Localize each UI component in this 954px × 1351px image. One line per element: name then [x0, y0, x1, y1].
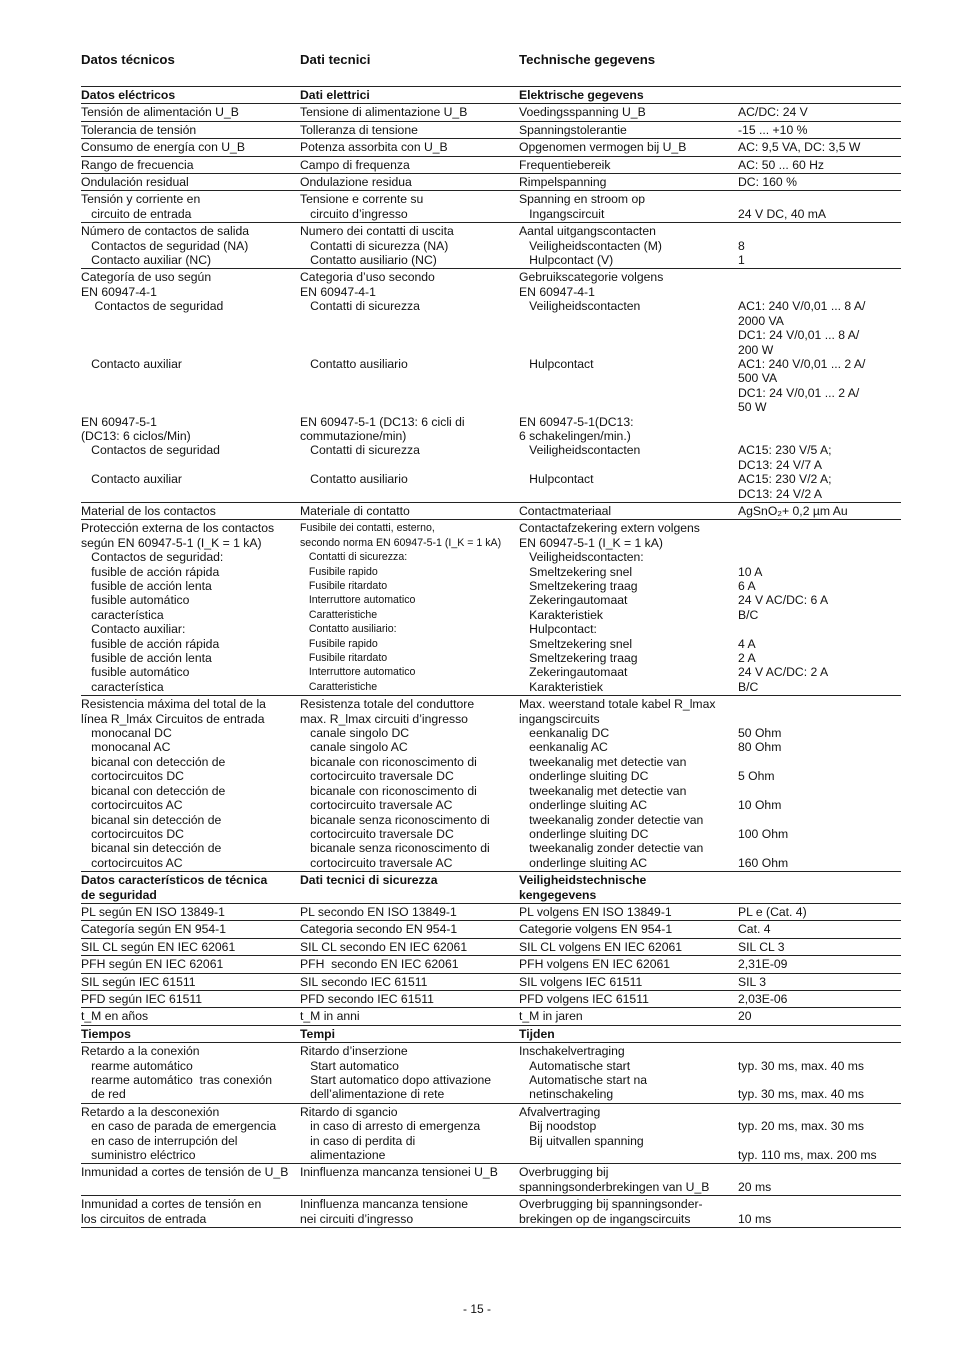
cell-nl: Rimpelspanning — [519, 174, 738, 191]
cell-val — [738, 872, 901, 904]
cell-es: Tiempos — [81, 1025, 300, 1042]
cell-nl: t_M in jaren — [519, 1008, 738, 1025]
table-row — [81, 520, 901, 696]
cell-it: Tolleranza di tensione — [300, 121, 519, 138]
cell-es: t_M en años — [81, 1008, 300, 1025]
table-row — [81, 139, 901, 156]
cell-it: Tensione di alimentazione U_B — [300, 104, 519, 121]
table-row — [81, 121, 901, 138]
cell-val: PL e (Cat. 4) — [738, 903, 901, 920]
cell-val: 10 ms — [738, 1196, 901, 1228]
cell-nl: SIL CL volgens EN IEC 62061 — [519, 938, 738, 955]
cell-nl: Categorie volgens EN 954-1 — [519, 921, 738, 938]
cell-nl: Overbrugging bij spanningsonder- brekingen op de ingangscircuits — [519, 1196, 738, 1228]
table-row — [81, 191, 901, 223]
cell-it: Ritardo di sgancio in caso di arresto di emergenza in caso di perdita di alimentazione — [300, 1103, 519, 1164]
table-row — [81, 1196, 901, 1228]
cell-es: Retardo a la conexión rearme automático rearme automático tras conexión de red — [81, 1043, 300, 1104]
table-row — [81, 156, 901, 173]
cell-nl: Contactmateriaal — [519, 502, 738, 519]
cell-es: Tolerancia de tensión — [81, 121, 300, 138]
cell-es: Inmunidad a cortes de tensión de U_B — [81, 1164, 300, 1196]
cell-es: Número de contactos de salida Contactos de seguridad (NA) Contacto auxiliar (NC) — [81, 223, 300, 269]
table-row — [81, 502, 901, 519]
cell-val: AC: 9,5 VA, DC: 3,5 W — [738, 139, 901, 156]
table-row — [81, 269, 901, 503]
cell-val: AC: 50 ... 60 Hz — [738, 156, 901, 173]
cell-nl: Aantal uitgangscontacten Veiligheidscontacten (M) Hulpcontact (V) — [519, 223, 738, 269]
cell-es: Categoría de uso según EN 60947-4-1 Contactos de seguridad Contacto auxiliar EN 60947-5-1 (DC13: 6 ciclos/Min) Contactos de seguridad Contacto auxiliar — [81, 269, 300, 503]
table-row — [81, 1008, 901, 1025]
cell-val: SIL CL 3 — [738, 938, 901, 955]
cell-nl: Spanningstolerantie — [519, 121, 738, 138]
table-row — [81, 1164, 901, 1196]
cell-nl: Gebruikscategorie volgens EN 60947-4-1 Veiligheidscontacten Hulpcontact EN 60947-5-1(DC13: 6 schakelingen/min.) Veiligheidscontacten Hulpcontact — [519, 269, 738, 503]
cell-nl: Opgenomen vermogen bij U_B — [519, 139, 738, 156]
cell-it: Tensione e corrente su circuito d’ingresso — [300, 191, 519, 223]
cell-es: Tensión de alimentación U_B — [81, 104, 300, 121]
cell-es: Datos eléctricos — [81, 87, 300, 104]
header-es: Datos técnicos — [81, 52, 175, 67]
cell-nl: PFD volgens IEC 61511 — [519, 990, 738, 1007]
cell-it: Materiale di contatto — [300, 502, 519, 519]
cell-it: Dati elettrici — [300, 87, 519, 104]
cell-val: 20 ms — [738, 1164, 901, 1196]
cell-nl: Inschakelvertraging Automatische start Automatische start na netinschakeling — [519, 1043, 738, 1104]
cell-val — [738, 87, 901, 104]
table-row — [81, 1103, 901, 1164]
cell-es: Retardo a la desconexión en caso de parada de emergencia en caso de interrupción del suministro eléctrico — [81, 1103, 300, 1164]
cell-es: PL según EN ISO 13849-1 — [81, 903, 300, 920]
section-header-row — [81, 872, 901, 904]
cell-nl: Afvalvertraging Bij noodstop Bij uitvallen spanning — [519, 1103, 738, 1164]
cell-val: 20 — [738, 1008, 901, 1025]
header-nl: Technische gegevens — [519, 52, 656, 67]
cell-es: Datos característicos de técnica de seguridad — [81, 872, 300, 904]
cell-es: Resistencia máxima del total de la línea R_lmáx Circuitos de entrada monocanal DC monocanal AC bicanal con detección de cortocircuitos DC bicanal con detección de cortocircuitos AC bicanal sin detección de cortocircuitos DC bicanal sin detección de cortocircuitos AC — [81, 696, 300, 872]
cell-it: t_M in anni — [300, 1008, 519, 1025]
cell-es: PFH según EN IEC 62061 — [81, 956, 300, 973]
cell-es: PFD según IEC 61511 — [81, 990, 300, 1007]
cell-val: 24 V DC, 40 mA — [738, 191, 901, 223]
cell-es: Material de los contactos — [81, 502, 300, 519]
cell-nl: PL volgens EN ISO 13849-1 — [519, 903, 738, 920]
cell-nl: Voedingsspanning U_B — [519, 104, 738, 121]
cell-nl: Max. weerstand totale kabel R_lmax ingangscircuits eenkanalig DC eenkanalig AC tweekanalig met detectie van onderlinge sluiting DC tweekanalig met detectie van onderlinge sluiting AC tweekanalig zonder detectie van onderlinge sluiting DC tweekanalig zonder detectie van onderlinge sluiting AC — [519, 696, 738, 872]
cell-it: SIL secondo IEC 61511 — [300, 973, 519, 990]
cell-it: Ininfluenza mancanza tensionei U_B — [300, 1164, 519, 1196]
section-header-row — [81, 1025, 901, 1042]
cell-nl: Frequentiebereik — [519, 156, 738, 173]
table-row — [81, 223, 901, 269]
cell-it: Categoria d’uso secondo EN 60947-4-1 Contatti di sicurezza Contatto ausiliario EN 60947-5-1 (DC13: 6 cicli di commutazione/min) Contatti di sicurezza Contatto ausiliario — [300, 269, 519, 503]
column-headers — [81, 52, 901, 72]
cell-val — [738, 1025, 901, 1042]
cell-val: DC: 160 % — [738, 174, 901, 191]
cell-val: AgSnO₂+ 0,2 µm Au — [738, 502, 901, 519]
cell-es: Protección externa de los contactos según EN 60947-5-1 (I_K = 1 kA) Contactos de seguridad: fusible de acción rápida fusible de acción lenta fusible automático característica Contacto auxiliar: fusible de acción rápida fusible de acción lenta fusible automático característica — [81, 520, 300, 696]
table-row — [81, 174, 901, 191]
cell-it: Ritardo d’inserzione Start automatico Start automatico dopo attivazione dell’alimentazione di rete — [300, 1043, 519, 1104]
cell-es: Inmunidad a cortes de tensión en los circuitos de entrada — [81, 1196, 300, 1228]
cell-it: PFH secondo EN IEC 62061 — [300, 956, 519, 973]
cell-it: Ininfluenza mancanza tensione nei circuiti d’ingresso — [300, 1196, 519, 1228]
cell-es: SIL según IEC 61511 — [81, 973, 300, 990]
cell-val: AC/DC: 24 V — [738, 104, 901, 121]
table-row — [81, 903, 901, 920]
cell-it: Potenza assorbita con U_B — [300, 139, 519, 156]
table-row — [81, 956, 901, 973]
cell-it: Tempi — [300, 1025, 519, 1042]
cell-val: AC1: 240 V/0,01 ... 8 A/ 2000 VA DC1: 24 V/0,01 ... 8 A/ 200 W AC1: 240 V/0,01 ... 2 A/ 500 VA DC1: 24 V/0,01 ... 2 A/ 50 W AC15: 230 V/5 A; DC13: 24 V/7 A AC15: 230 V/2 A; DC13: 24 V/2 A — [738, 269, 901, 503]
cell-it: PFD secondo IEC 61511 — [300, 990, 519, 1007]
cell-es: SIL CL según EN IEC 62061 — [81, 938, 300, 955]
cell-nl: Overbrugging bij spanningsonderbrekingen van U_B — [519, 1164, 738, 1196]
table-row — [81, 1043, 901, 1104]
cell-it: PL secondo EN ISO 13849-1 — [300, 903, 519, 920]
cell-val: typ. 20 ms, max. 30 ms typ. 110 ms, max. 200 ms — [738, 1103, 901, 1164]
cell-it: Categoria secondo EN 954-1 — [300, 921, 519, 938]
cell-val: 2,31E-09 — [738, 956, 901, 973]
cell-val: SIL 3 — [738, 973, 901, 990]
cell-es: Categoría según EN 954-1 — [81, 921, 300, 938]
page-number: - 15 - — [462, 1302, 491, 1316]
header-it: Dati tecnici — [300, 52, 371, 67]
table-row — [81, 104, 901, 121]
cell-val: Cat. 4 — [738, 921, 901, 938]
cell-es: Consumo de energía con U_B — [81, 139, 300, 156]
table-row — [81, 938, 901, 955]
table-row — [81, 973, 901, 990]
cell-val: 2,03E-06 — [738, 990, 901, 1007]
cell-val: typ. 30 ms, max. 40 ms typ. 30 ms, max. 40 ms — [738, 1043, 901, 1104]
cell-es: Rango de frecuencia — [81, 156, 300, 173]
table-row — [81, 990, 901, 1007]
cell-it: SIL CL secondo EN IEC 62061 — [300, 938, 519, 955]
cell-it: Dati tecnici di sicurezza — [300, 872, 519, 904]
cell-it: Numero dei contatti di uscita Contatti di sicurezza (NA) Contatto ausiliario (NC) — [300, 223, 519, 269]
cell-val: 10 A 6 A 24 V AC/DC: 6 A B/C 4 A 2 A 24 V AC/DC: 2 A B/C — [738, 520, 901, 696]
technical-data-table — [81, 86, 901, 1228]
cell-val: 50 Ohm 80 Ohm 5 Ohm 10 Ohm 100 Ohm 160 Ohm — [738, 696, 901, 872]
section-header-row — [81, 87, 901, 104]
cell-nl: Spanning en stroom op Ingangscircuit — [519, 191, 738, 223]
cell-it: Campo di frequenza — [300, 156, 519, 173]
table-row — [81, 921, 901, 938]
cell-nl: Contactafzekering extern volgens EN 60947-5-1 (I_K = 1 kA) Veiligheidscontacten: Smeltzekering snel Smeltzekering traag Zekeringautomaat Karakteristiek Hulpcontact: Smeltzekering snel Smeltzekering traag Zekeringautomaat Karakteristiek — [519, 520, 738, 696]
cell-val: 8 1 — [738, 223, 901, 269]
cell-nl: Tijden — [519, 1025, 738, 1042]
cell-it: Ondulazione residua — [300, 174, 519, 191]
cell-nl: PFH volgens EN IEC 62061 — [519, 956, 738, 973]
cell-it: Fusibile dei contatti, esterno, secondo norma EN 60947-5-1 (I_K = 1 kA) Contatti di sicurezza: Fusibile rapido Fusibile ritardato Interruttore automatico Caratteristiche Contatto ausiliario: Fusibile rapido Fusibile ritardato Interruttore automatico Caratteristiche — [300, 520, 519, 696]
cell-val: -15 ... +10 % — [738, 121, 901, 138]
cell-it: Resistenza totale del conduttore max. R_lmax circuiti d’ingresso canale singolo DC canale singolo AC bicanale con riconoscimento di cortocircuito traversale DC bicanale con riconoscimento di cortocircuito traversale AC bicanale senza riconoscimento di cortocircuito traversale DC bicanale senza riconoscimento di cortocircuito traversale AC — [300, 696, 519, 872]
table-row — [81, 696, 901, 872]
cell-es: Tensión y corriente en circuito de entrada — [81, 191, 300, 223]
cell-nl: Veiligheidstechnische kengegevens — [519, 872, 738, 904]
cell-es: Ondulación residual — [81, 174, 300, 191]
cell-nl: SIL volgens IEC 61511 — [519, 973, 738, 990]
cell-nl: Elektrische gegevens — [519, 87, 738, 104]
